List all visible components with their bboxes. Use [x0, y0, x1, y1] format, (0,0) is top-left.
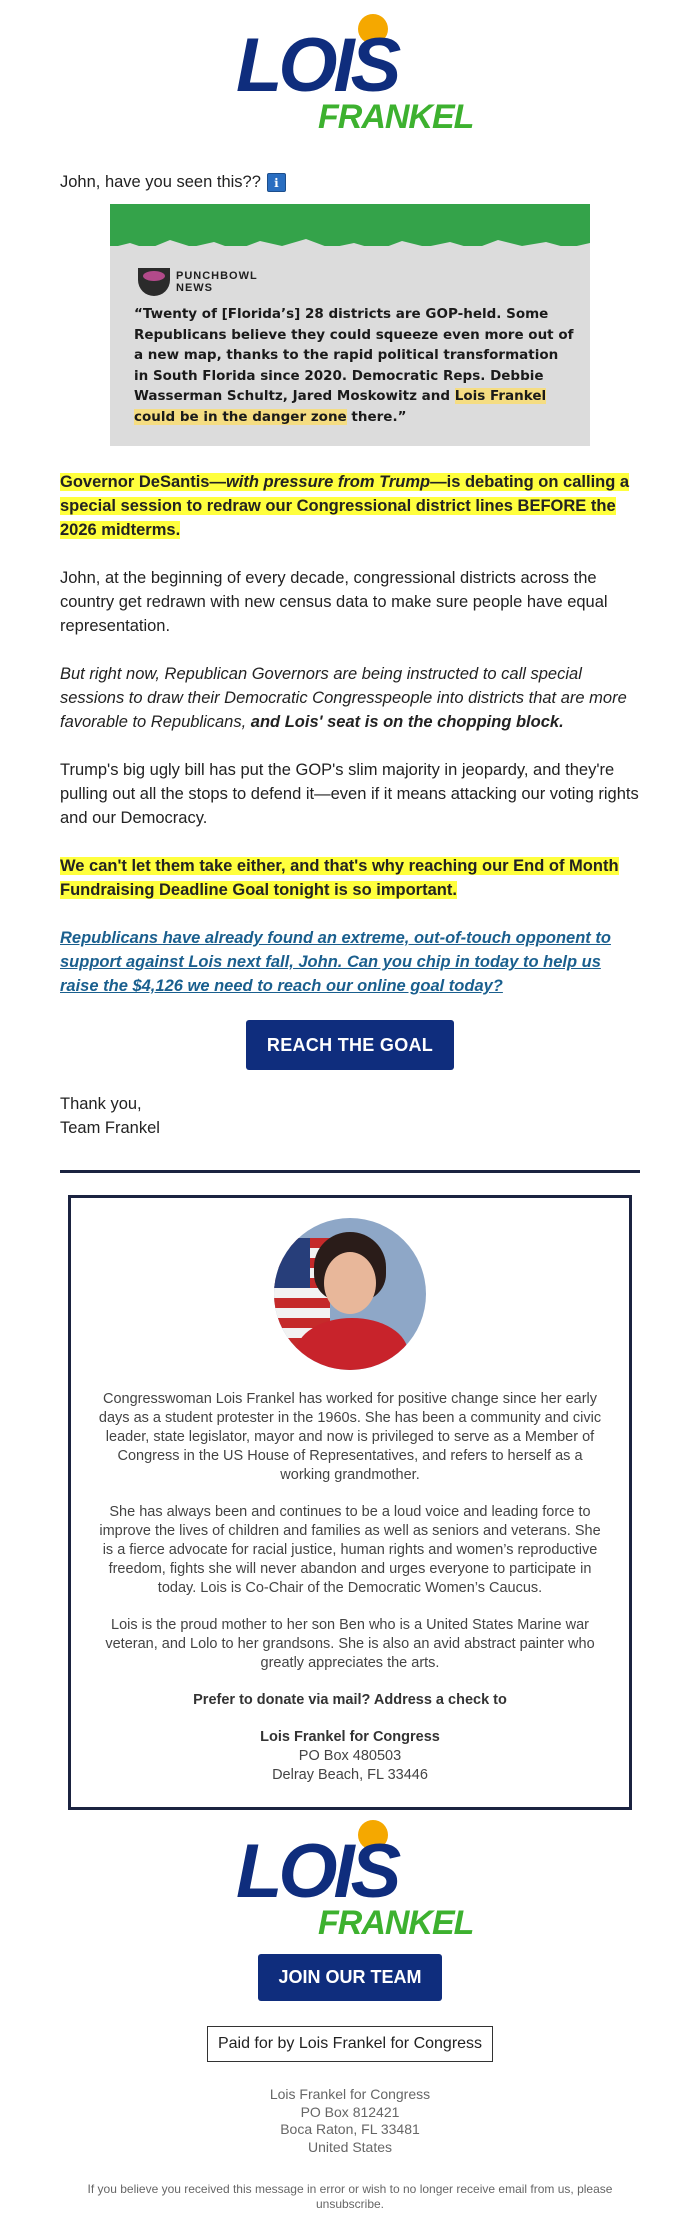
avatar	[274, 1218, 426, 1370]
reach-the-goal-button[interactable]: REACH THE GOAL	[246, 1020, 454, 1070]
logo-frankel-text: FRANKEL	[318, 1904, 474, 1942]
footer-city: Boca Raton, FL 33481	[280, 2121, 420, 2137]
bowl-icon	[138, 268, 170, 296]
paid-for-box: Paid for by Lois Frankel for Congress	[207, 2026, 493, 2062]
greeting-text: John, have you seen this??	[60, 173, 261, 191]
paragraph-redistricting: John, at the beginning of every decade, congressional districts across the country get redrawn with new census data to make sure people have equal representation.	[60, 569, 608, 635]
greeting-line	[60, 170, 640, 194]
bio-box	[68, 1195, 632, 1810]
logo-lois-text: LOIS	[236, 1829, 398, 1914]
punchbowl-news: NEWS	[176, 282, 213, 294]
bio-paragraph-1: Congresswoman Lois Frankel has worked for positive change since her early days as a student protester in the 1960s. She has been a community and civic leader, state legislator, mayor and now is privileged to serve as a Member of Congress in the US House of Representatives, and refers to herself as a working grandmother.	[98, 1391, 602, 1483]
paragraph-big-bill: Trump's big ugly bill has put the GOP's slim majority in jeopardy, and they're pulling out all the stops to defend it—even if it means attacking our voting rights and our Democracy.	[60, 761, 639, 827]
info-icon: ℹ	[267, 173, 286, 192]
mail-address	[95, 1728, 605, 1785]
join-our-team-button[interactable]: JOIN OUR TEAM	[258, 1954, 441, 2001]
divider	[60, 1170, 640, 1173]
thanks-text: Thank you,	[60, 1095, 142, 1113]
payee: Lois Frankel for Congress	[260, 1729, 440, 1745]
po-box: PO Box 480503	[298, 1748, 402, 1764]
logo-frankel-text: FRANKEL	[318, 98, 474, 136]
email-body	[0, 170, 700, 194]
news-clip-image	[110, 204, 590, 446]
paragraph-deadline: We can't let them take either, and that's why reaching our End of Month Fundraising Deadline Goal tonight is so important.	[60, 857, 619, 899]
quote-highlight: Lois Frankel could be in the danger zone	[134, 388, 547, 425]
city-line: Delray Beach, FL 33446	[272, 1767, 428, 1783]
bio-paragraph-3: Lois is the proud mother to her son Ben who is a United States Marine war veteran, and Lolo to her grandsons. She is also an avid abstract painter who greatly appreciates the arts.	[105, 1617, 595, 1671]
bio-paragraph-2: She has always been and continues to be a loud voice and leading force to improve the lives of children and families as well as seniors and veterans. She is a fierce advocate for racial justice, human rights and women’s reproductive freedom, fights she will never abandon and urges everyone to participate in today. Lois is Co-Chair of the Democratic Women’s Caucus.	[99, 1504, 601, 1596]
quote-part-3: there.”	[346, 408, 407, 425]
footer-po: PO Box 812421	[300, 2103, 400, 2120]
logo-bottom[interactable]	[230, 1820, 474, 1942]
signature-text: Team Frankel	[60, 1119, 160, 1137]
punchbowl-name: PUNCHBOWL	[176, 270, 258, 282]
punchbowl-logo	[138, 268, 258, 296]
paragraph-governors: But right now, Republican Governors are being instructed to call special sessions to draw their Democratic Congresspeople into districts that are more favorable to Republicans, and Lois' seat is on the chopping block.	[60, 665, 627, 731]
donate-link[interactable]: Republicans have already found an extreme, out-of-touch opponent to support against Lois next fall, John. Can you chip in today to help us raise the $4,126 we need to reach our online goal today?	[60, 929, 611, 995]
footer-address	[0, 2086, 700, 2156]
unsubscribe-text[interactable]: If you believe you received this message in error or wish to no longer receive email from us, please unsubscribe.	[87, 2182, 613, 2211]
paragraph-donate-link	[60, 926, 640, 998]
mail-prompt: Prefer to donate via mail? Address a check to	[193, 1692, 507, 1708]
logo-lois-text: LOIS	[236, 23, 398, 108]
footer-org: Lois Frankel for Congress	[269, 2086, 431, 2102]
email-page	[0, 14, 700, 2220]
paragraph-desantis: Governor DeSantis—with pressure from Trump—is debating on calling a special session to redraw our Congressional district lines BEFORE the 2026 midterms.	[60, 473, 630, 539]
quote-part-1: “Twenty of [Florida’s] 28 districts are GOP-held. Some Republicans believe they could squeeze even more out of a new map, thanks to the rapid political transformation in South Florida since 2020. Democratic Reps. Debbie Wasserman Schultz, Jared Moskowitz and	[134, 306, 574, 404]
footer-country: United States	[307, 2138, 393, 2155]
logo-top[interactable]	[230, 14, 474, 136]
news-quote	[134, 304, 574, 427]
signoff	[60, 1092, 640, 1140]
